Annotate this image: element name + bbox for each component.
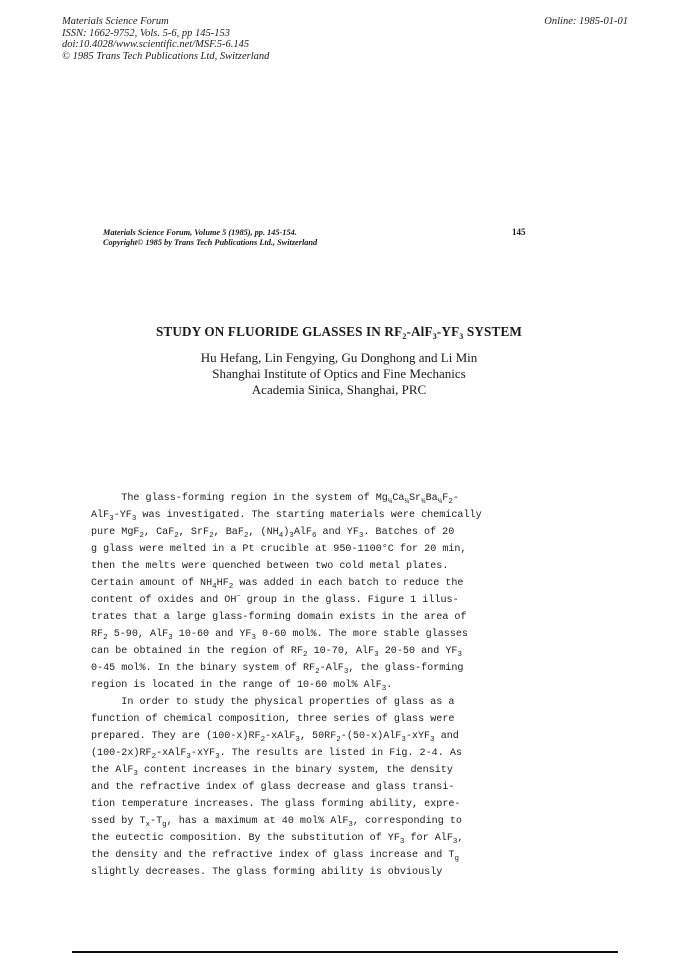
subscript: 2 bbox=[243, 532, 249, 540]
text-run: , CaF bbox=[143, 527, 175, 538]
text-run: AlF bbox=[293, 527, 312, 538]
title-sub-1: 2 bbox=[402, 332, 407, 341]
journal-copyright-line: Copyright© 1985 by Trans Tech Publications Ltd., Switzerland bbox=[103, 238, 318, 247]
footer-rule bbox=[72, 951, 618, 953]
text-run: and the refractive index of glass decrease and glass transi- bbox=[91, 782, 455, 793]
text-run: for AlF bbox=[404, 833, 453, 844]
text-run: , 50RF bbox=[299, 731, 337, 742]
body-line bbox=[91, 847, 551, 864]
superscript: − bbox=[236, 593, 241, 601]
online-date: Online: 1985-01-01 bbox=[544, 16, 628, 27]
subscript: 3 bbox=[457, 651, 462, 659]
text-run: can be obtained in the region of RF bbox=[91, 646, 304, 657]
text-run: prepared. They are (100-x)RF bbox=[91, 731, 261, 742]
body-line bbox=[91, 728, 551, 745]
text-run: . Batches of 20 bbox=[363, 527, 455, 538]
title-mid-1: -AlF bbox=[406, 324, 433, 339]
subscript: 3 bbox=[295, 736, 300, 744]
text-run: (100-2x)RF bbox=[91, 748, 152, 759]
text-run: HF bbox=[216, 578, 229, 589]
text-run: 10-70, AlF bbox=[307, 646, 375, 657]
text-run: RF bbox=[91, 629, 104, 640]
body-line bbox=[91, 524, 551, 541]
text-run: 0-60 mol%. The more stable glasses bbox=[256, 629, 469, 640]
body-line bbox=[91, 745, 551, 762]
text-run: content increases in the binary system, the density bbox=[137, 765, 453, 776]
author-location: Academia Sinica, Shanghai, PRC bbox=[251, 382, 427, 397]
text-run: Ca bbox=[392, 493, 405, 504]
text-run: AlF bbox=[91, 510, 110, 521]
body-line bbox=[91, 779, 551, 796]
subscript: 4 bbox=[278, 532, 284, 540]
text-run: , SrF bbox=[178, 527, 210, 538]
text-run: -xAlF bbox=[265, 731, 296, 742]
body-line bbox=[91, 558, 551, 575]
subscript: 3 bbox=[186, 753, 191, 761]
body-line bbox=[91, 796, 551, 813]
subscript: g bbox=[162, 821, 167, 829]
text-run: slightly decreases. The glass forming ability is obviously bbox=[91, 867, 443, 878]
text-run: and bbox=[434, 731, 459, 742]
author-institute: Shanghai Institute of Optics and Fine Mechanics bbox=[212, 366, 466, 381]
text-run: In order to study the physical properties of glass as a bbox=[91, 697, 455, 708]
subscript: 3 bbox=[133, 770, 138, 778]
issn-line: ISSN: 1662-9752, Vols. 5-6, pp 145-153 bbox=[62, 27, 230, 39]
text-run: 0-45 mol%. In the binary system of RF bbox=[91, 663, 316, 674]
text-run: , corresponding to bbox=[352, 816, 462, 827]
text-run: region is located in the range of 10-60 mol% AlF bbox=[91, 680, 382, 691]
title-suffix: SYSTEM bbox=[463, 324, 523, 339]
subscript: 2 bbox=[209, 532, 214, 540]
subscript: 2 bbox=[139, 532, 144, 540]
subscript: 3 bbox=[399, 838, 405, 846]
text-run: , has a maximum at 40 mol% AlF bbox=[166, 816, 349, 827]
text-run: pure MgF bbox=[91, 527, 140, 538]
text-run: function of chemical composition, three series of glass were bbox=[91, 714, 455, 725]
text-run: g glass were melted in a Pt crucible at 950-1100°C for 20 min, bbox=[91, 544, 467, 555]
text-run: -xAlF bbox=[156, 748, 187, 759]
text-run: -xYF bbox=[190, 748, 216, 759]
subscript: 2 bbox=[336, 736, 341, 744]
subscript: 3 bbox=[168, 634, 173, 642]
page-number: 145 bbox=[512, 227, 526, 237]
subscript: ¼ bbox=[387, 498, 393, 506]
text-run: the density and the refractive index of glass increase and T bbox=[91, 850, 455, 861]
text-run: trates that a large glass-forming domain exists in the area of bbox=[91, 612, 467, 623]
text-run: , BaF bbox=[213, 527, 244, 538]
paper-title bbox=[0, 324, 678, 341]
subscript: 2 bbox=[260, 736, 266, 744]
text-run: Ba bbox=[425, 493, 438, 504]
subscript: 3 bbox=[343, 668, 349, 676]
subscript: 3 bbox=[251, 634, 256, 642]
body-line bbox=[91, 830, 551, 847]
subscript: 3 bbox=[215, 753, 220, 761]
text-run: 5-90, AlF bbox=[107, 629, 169, 640]
body-line bbox=[91, 762, 551, 779]
journal-name: Materials Science Forum bbox=[62, 16, 169, 27]
author-block bbox=[0, 350, 678, 398]
text-run: tion temperature increases. The glass forming ability, expre- bbox=[91, 799, 461, 810]
subscript: 2 bbox=[174, 532, 179, 540]
title-sub-3: 3 bbox=[459, 332, 464, 341]
subscript: 3 bbox=[374, 651, 379, 659]
citation-header bbox=[62, 16, 269, 62]
body-line bbox=[91, 864, 551, 881]
title-mid-2: -YF bbox=[436, 324, 460, 339]
text-run: . The results are listed in Fig. 2-4. As bbox=[219, 748, 462, 759]
text-run: The glass-forming region in the system of Mg bbox=[91, 493, 388, 504]
doi-link[interactable]: doi:10.4028/www.scientific.net/MSF.5-6.145 bbox=[62, 39, 250, 50]
body-line bbox=[91, 813, 551, 830]
subscript: 3 bbox=[109, 515, 114, 523]
subscript: 3 bbox=[358, 532, 364, 540]
body-line bbox=[91, 626, 551, 643]
text-run: -AlF bbox=[319, 663, 344, 674]
copyright-line: © 1985 Trans Tech Publications Ltd, Switzerland bbox=[62, 50, 270, 62]
body-line bbox=[91, 541, 551, 558]
text-run: -T bbox=[150, 816, 163, 827]
subscript: ¼ bbox=[437, 498, 443, 506]
title-prefix: STUDY ON FLUORIDE GLASSES IN RF bbox=[155, 324, 403, 339]
journal-info bbox=[103, 228, 317, 248]
text-run: Sr bbox=[408, 493, 422, 504]
subscript: 3 bbox=[289, 532, 294, 540]
subscript: 3 bbox=[401, 736, 406, 744]
title-sub-2: 3 bbox=[432, 332, 437, 341]
body-line bbox=[91, 643, 551, 660]
text-run: 10-60 and YF bbox=[172, 629, 252, 640]
subscript: 3 bbox=[381, 685, 387, 693]
text-run: F bbox=[442, 493, 449, 504]
subscript: 2 bbox=[303, 651, 308, 659]
text-run: then the melts were quenched between two cold metal plates. bbox=[91, 561, 449, 572]
text-run: , bbox=[457, 833, 464, 844]
journal-volume-line: Materials Science Forum, Volume 5 (1985), pp. 145-154. bbox=[103, 228, 297, 237]
body-line bbox=[91, 507, 551, 524]
subscript: 2 bbox=[448, 498, 453, 506]
subscript: 3 bbox=[348, 821, 353, 829]
text-run: - bbox=[452, 493, 459, 504]
text-run: Certain amount of NH bbox=[91, 578, 213, 589]
text-run: 20-50 and YF bbox=[378, 646, 458, 657]
body-line bbox=[91, 677, 551, 694]
subscript: 2 bbox=[228, 583, 234, 591]
subscript: 2 bbox=[103, 634, 108, 642]
subscript: 3 bbox=[131, 515, 137, 523]
subscript: 3 bbox=[430, 736, 435, 744]
text-run: and YF bbox=[316, 527, 359, 538]
text-run: , (NH bbox=[248, 527, 279, 538]
subscript: ¼ bbox=[421, 498, 426, 506]
subscript: 2 bbox=[315, 668, 320, 676]
subscript: g bbox=[454, 855, 459, 863]
subscript: 2 bbox=[151, 753, 157, 761]
text-run: , the glass-forming bbox=[348, 663, 464, 674]
text-run: ssed by T bbox=[91, 816, 146, 827]
body-line bbox=[91, 575, 551, 592]
body-line bbox=[91, 490, 551, 507]
subscript: 3 bbox=[452, 838, 458, 846]
text-run: -(50-x)AlF bbox=[340, 731, 402, 742]
text-run: -xYF bbox=[405, 731, 431, 742]
body-line bbox=[91, 694, 551, 711]
subscript: ¼ bbox=[404, 498, 409, 506]
text-run: . bbox=[386, 680, 393, 691]
text-run: group in the glass. Figure 1 illus- bbox=[240, 595, 459, 606]
subscript: x bbox=[145, 821, 151, 829]
body-line bbox=[91, 660, 551, 677]
author-names: Hu Hefang, Lin Fengying, Gu Donghong and Li Min bbox=[200, 350, 478, 365]
body-line bbox=[91, 609, 551, 626]
subscript: 4 bbox=[212, 583, 217, 591]
body-text bbox=[91, 490, 551, 881]
body-line bbox=[91, 592, 551, 609]
text-run: content of oxides and OH bbox=[91, 595, 237, 606]
text-run: ) bbox=[283, 527, 290, 538]
text-run: the AlF bbox=[91, 765, 134, 776]
text-run: the eutectic composition. By the substitution of YF bbox=[91, 833, 400, 844]
subscript: 6 bbox=[311, 532, 317, 540]
text-run: was investigated. The starting materials were chemically bbox=[136, 510, 482, 521]
body-line bbox=[91, 711, 551, 728]
text-run: was added in each batch to reduce the bbox=[233, 578, 464, 589]
text-run: -YF bbox=[113, 510, 132, 521]
